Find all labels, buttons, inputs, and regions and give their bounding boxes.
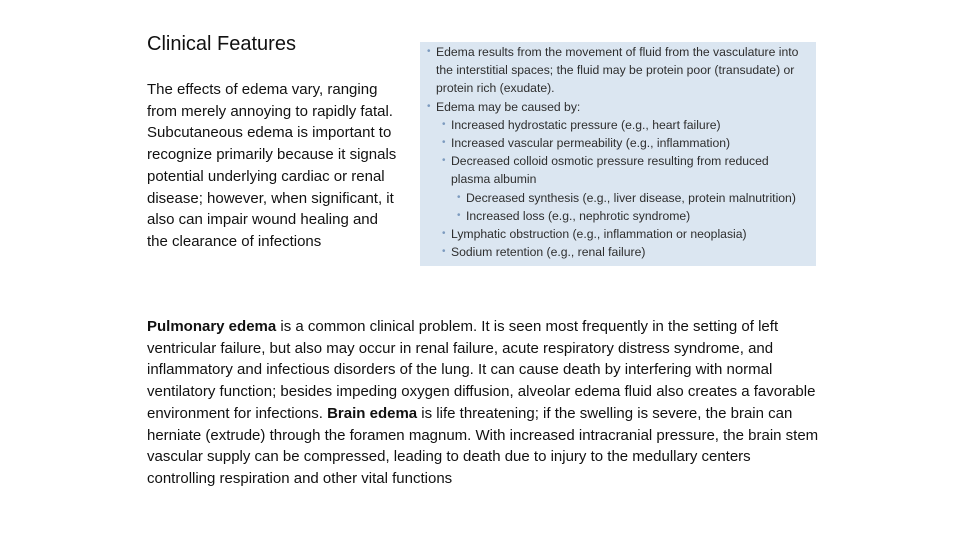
page-title: Clinical Features: [147, 33, 296, 55]
term-brain-edema: Brain edema: [327, 404, 418, 422]
bullet-icon: •: [427, 100, 431, 112]
bullet-icon: •: [442, 137, 446, 149]
bullet-icon: •: [457, 209, 461, 221]
body-paragraph: [147, 316, 819, 490]
intro-paragraph: The effects of edema vary, ranging from merely annoying to rapidly fatal. Subcutaneous edema is important to recognize primarily because it signals potential underlying cardiac or renal disease; however, when significant, it also can impair wound healing and the clearance of infections: [147, 81, 397, 250]
paragraph-text: is life threatening; if the swelling is severe, the brain can herniate (extrude) through the foramen magnum. With increased intracranial pressure, the brain stem vascular supply can be compressed, leading to death due to injury to the medullary centers controlling respiration and other vital functions: [147, 404, 819, 487]
list-item: [427, 43, 810, 98]
paragraph-text: is a common clinical problem. It is seen most frequently in the setting of left ventricular failure, but also may occur in renal failure, acute respiratory distress syndrome, and inflammatory and infectious disorders of the lung. It can cause death by interfering with normal ventilatory function; besides impeding oxygen diffusion, alveolar edema fluid also creates a favorable environment for infections.: [147, 318, 816, 422]
list-item-text: Increased hydrostatic pressure (e.g., heart failure): [451, 117, 721, 132]
list-item: [427, 98, 810, 116]
summary-list: [420, 43, 810, 261]
bullet-icon: •: [442, 228, 446, 240]
bullet-icon: •: [442, 155, 446, 167]
list-item-text: Increased loss (e.g., nephrotic syndrome): [466, 208, 691, 223]
list-item-text: Sodium retention (e.g., renal failure): [451, 245, 646, 260]
bullet-icon: •: [427, 46, 431, 57]
list-item: [457, 189, 810, 207]
summary-box: [420, 42, 816, 266]
term-pulmonary-edema: Pulmonary edema: [147, 318, 277, 335]
list-item-text: Edema may be caused by:: [436, 99, 581, 114]
list-item: [442, 152, 810, 188]
list-item-text: Lymphatic obstruction (e.g., inflammation or neoplasia): [451, 227, 747, 242]
bullet-icon: •: [457, 191, 461, 203]
bullet-icon: •: [442, 246, 446, 258]
bullet-icon: •: [442, 118, 446, 130]
list-item: [442, 243, 810, 261]
list-item: [457, 207, 810, 225]
list-item-text: Decreased synthesis (e.g., liver disease, protein malnutrition): [466, 190, 796, 205]
list-item-text: Edema results from the movement of fluid from the vasculature into the interstitial spaces; the fluid may be protein poor (transudate) or protein rich (exudate).: [436, 45, 799, 96]
list-item-text: Increased vascular permeability (e.g., inflammation): [451, 136, 731, 151]
list-item: [442, 225, 810, 243]
list-item: [442, 116, 810, 134]
list-item: [442, 134, 810, 152]
list-item-text: Decreased colloid osmotic pressure resulting from reduced plasma albumin: [451, 154, 769, 187]
